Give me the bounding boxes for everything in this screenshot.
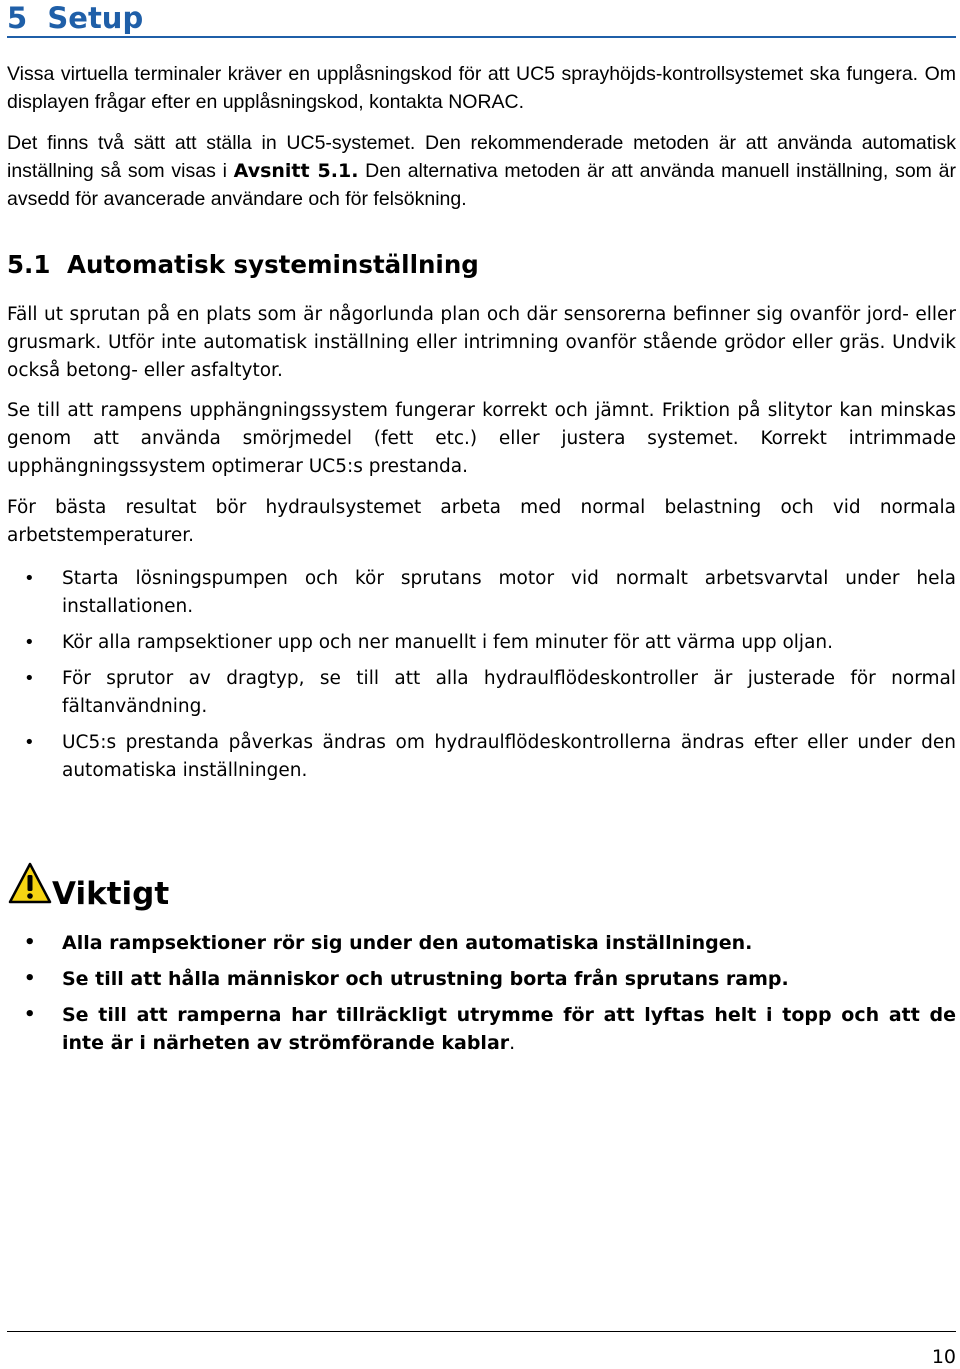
list-item: • Alla rampsektioner rör sig under den automatiska inställningen.	[24, 932, 753, 954]
intro-paragraph-1: Vissa virtuella terminaler kräver en upplåsningskod för att UC5 sprayhöjds-kontrollsystemet ska fungera. Om displayen frågar efter en upplåsningskod, kontakta NORAC.	[7, 63, 956, 113]
warning-icon	[8, 862, 52, 904]
list-item: • UC5:s prestanda påverkas ändras om hydraulflödeskontrollerna ändras efter eller under den automatiska inställningen.	[24, 732, 956, 781]
list-item: • Se till att ramperna har tillräckligt utrymme för att lyftas helt i topp och att de inte är i närheten av strömförande kablar.	[24, 1004, 956, 1054]
body-paragraph-2: Se till att rampens upphängningssystem fungerar korrekt och jämnt. Friktion på slitytor kan minskas genom att använda smörjmedel (fett etc.) eller justera systemet. Korrekt intrimmade upphängningssystem optimerar UC5:s prestanda.	[7, 400, 956, 477]
page-number: 10	[931, 1346, 956, 1368]
section-reference-link[interactable]: Avsnitt 5.1.	[233, 160, 359, 182]
body-paragraph-3: För bästa resultat bör hydraulsystemet arbeta med normal belastning och vid normala arbetstemperaturer.	[7, 497, 956, 546]
important-list	[0, 929, 956, 1057]
subsection-heading	[7, 248, 479, 282]
subsection-title: Automatisk systeminställning	[67, 250, 479, 279]
section-number: 5	[7, 1, 28, 35]
important-title: Viktigt	[52, 876, 170, 912]
section-title: Setup	[47, 1, 144, 35]
list-item: • Kör alla rampsektioner upp och ner manuellt i fem minuter för att värma upp oljan.	[24, 632, 834, 653]
intro-paragraph-2: Det finns två sätt att ställa in UC5-systemet. Den rekommenderade metoden är att använda automatisk inställning så som visas i Avsnitt 5.1. Den alternativa metoden är att använda manuell inställning, som är avsedd för avancerade användare och för felsökning.	[7, 132, 956, 210]
setup-steps-list	[0, 565, 956, 785]
body-paragraph-1: Fäll ut sprutan på en plats som är någorlunda plan och där sensorerna befinner sig ovanför jord- eller grusmark. Utför inte automatisk inställning eller intrimning ovanför stående grödor eller gräs. Undvik också betong- eller asfaltytor.	[7, 304, 956, 381]
heading-rule	[7, 36, 956, 38]
section-heading	[7, 0, 956, 36]
list-item: • Se till att hålla människor och utrustning borta från sprutans ramp.	[24, 968, 789, 990]
list-item: • För sprutor av dragtyp, se till att alla hydraulflödeskontroller är justerade för normal fältanvändning.	[24, 668, 956, 717]
footer-rule	[7, 1331, 956, 1332]
subsection-number: 5.1	[7, 250, 51, 279]
list-item: • Starta lösningspumpen och kör sprutans motor vid normalt arbetsvarvtal under hela installationen.	[24, 568, 956, 617]
